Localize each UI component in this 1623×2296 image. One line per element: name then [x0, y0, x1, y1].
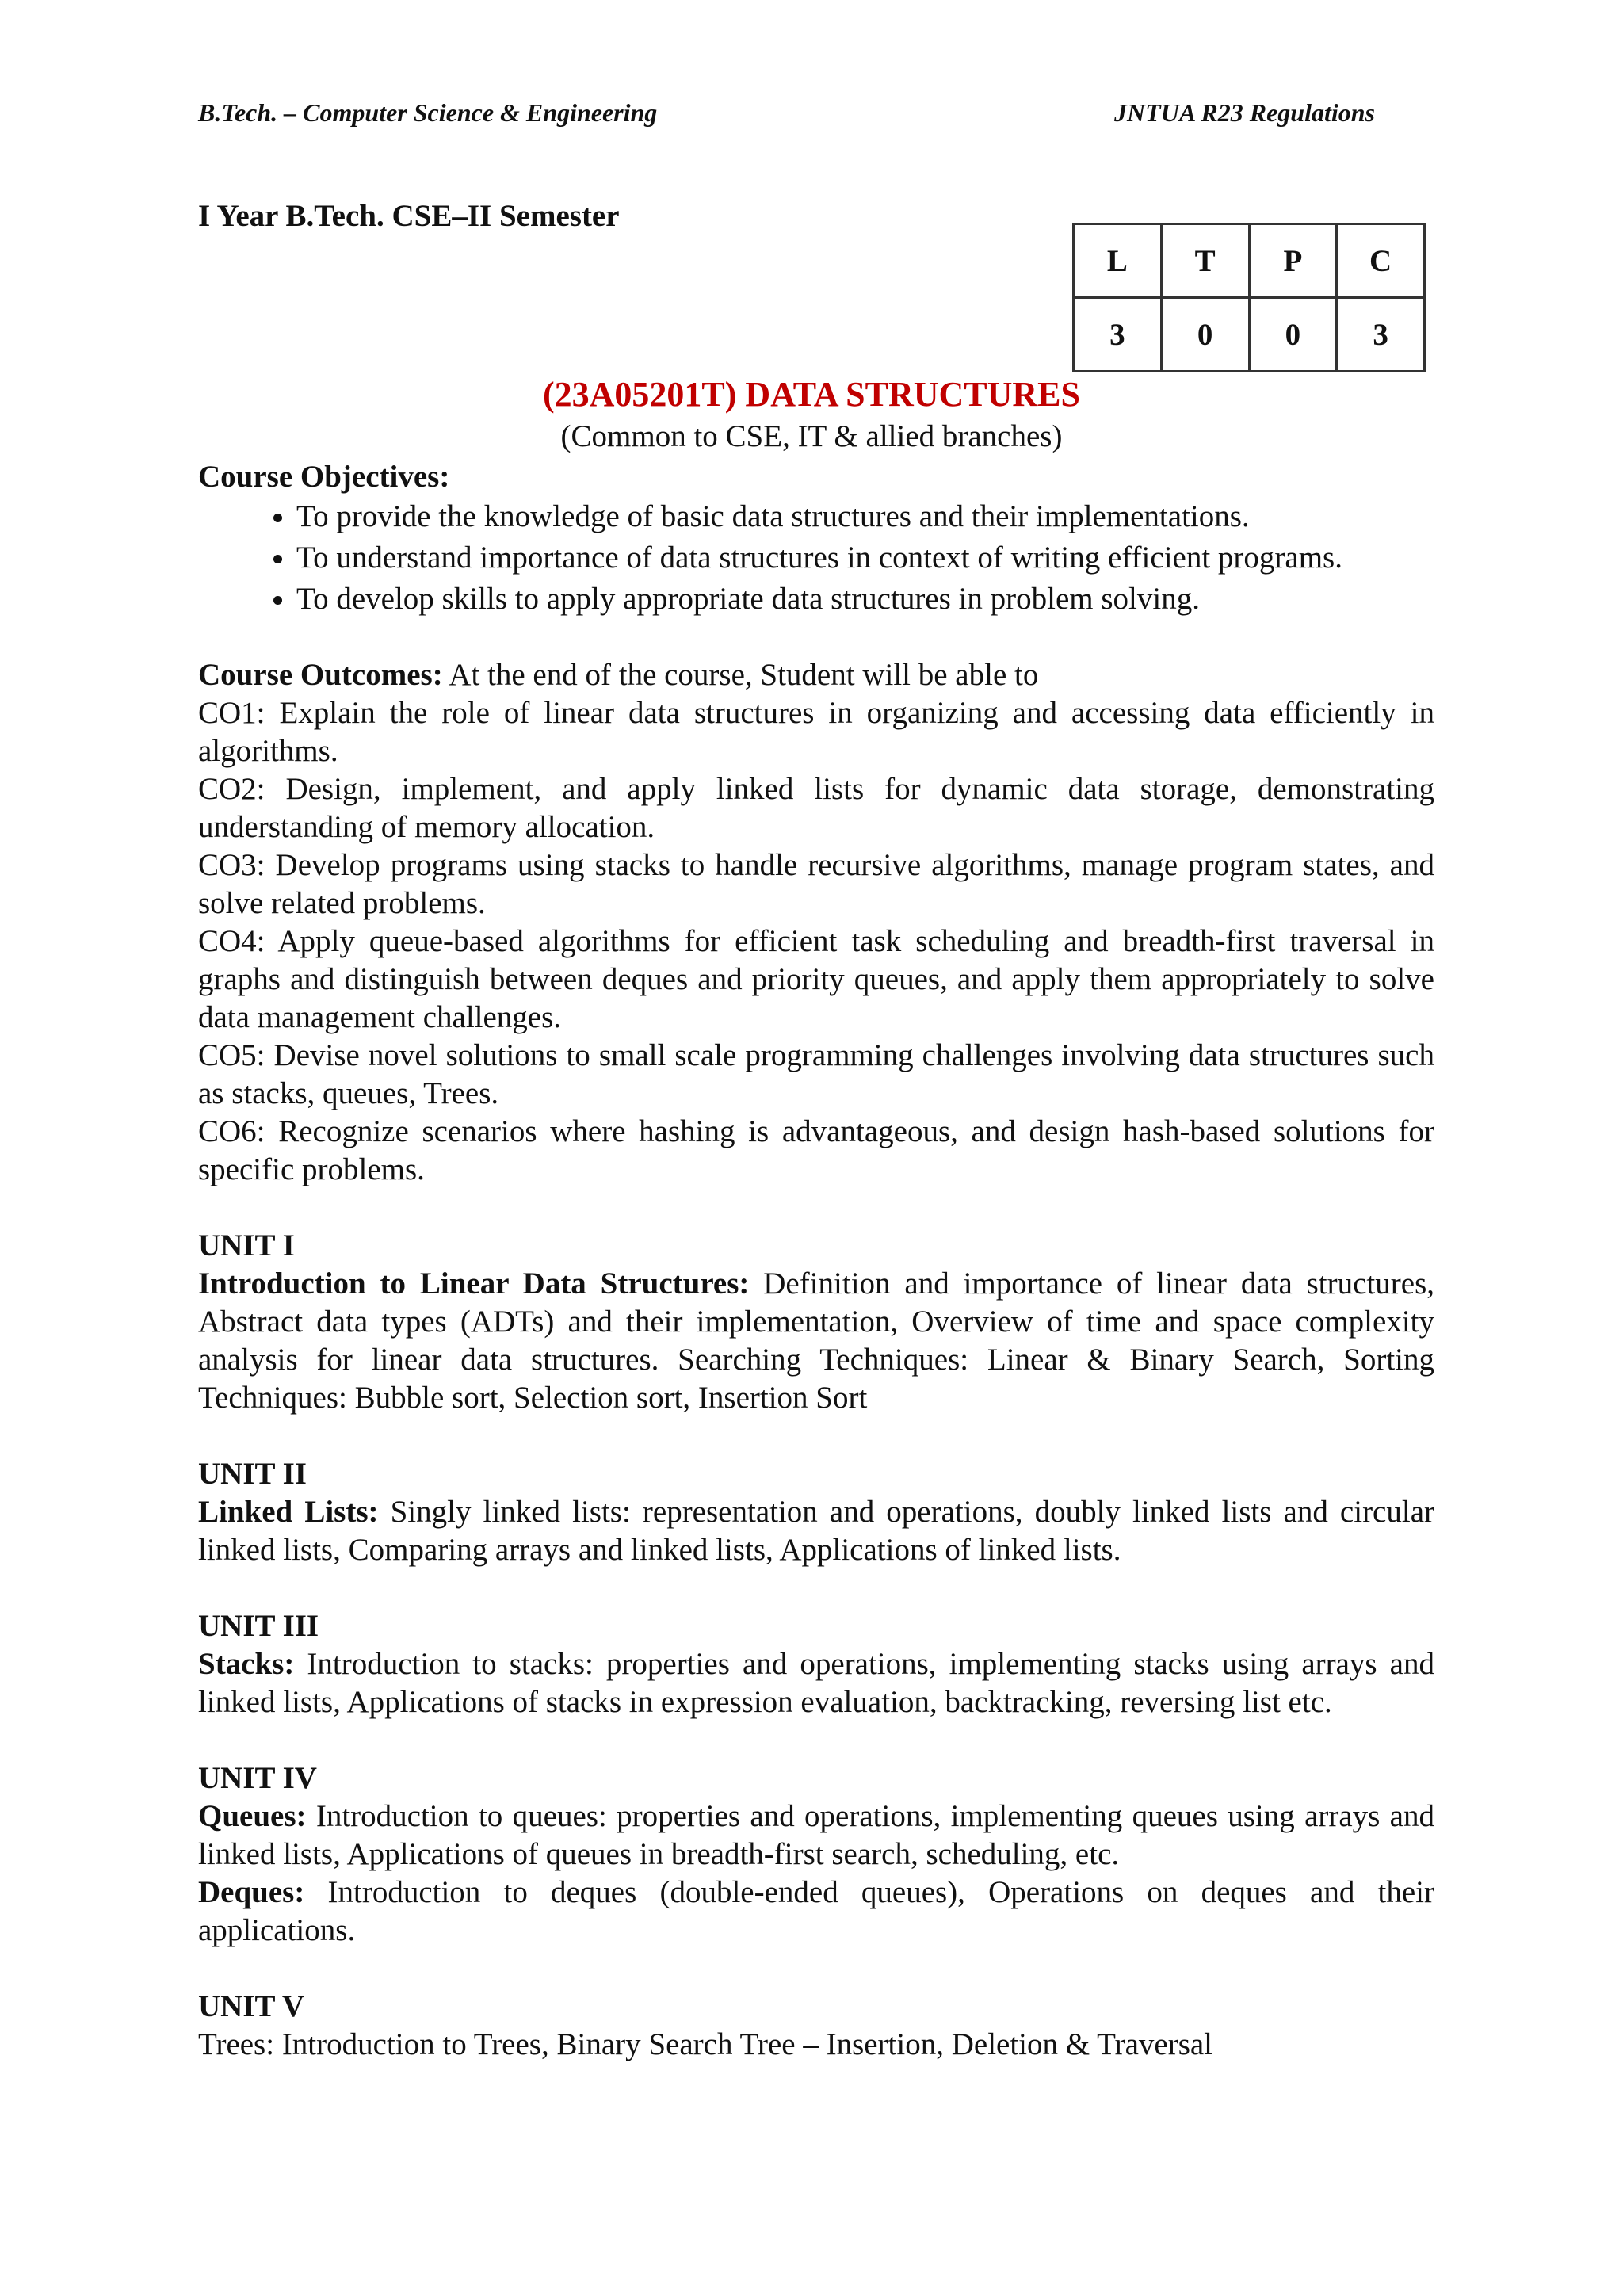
outcome-item: CO6: Recognize scenarios where hashing is advantageous, and design hash-based solutions for specific problems. [198, 1114, 1434, 1186]
outcome-item: CO2: Design, implement, and apply linked lists for dynamic data storage, demonstrating understanding of memory allocation. [198, 772, 1434, 844]
page-header [198, 98, 1375, 128]
unit-description [198, 1265, 1434, 1417]
syllabus-body [198, 458, 1434, 2064]
unit-description [198, 1797, 1434, 1874]
ltpc-value-cell: 3 [1337, 298, 1425, 372]
ltpc-value-cell: 0 [1249, 298, 1337, 372]
unit-text: Introduction to queues: properties and operations, implementing queues using arrays and linked lists, Applications of queues in breadth-first search, scheduling, etc. [198, 1799, 1434, 1871]
unit-title: UNIT III [198, 1609, 319, 1643]
ltpc-header-cell: T [1161, 224, 1249, 298]
unit-lead: Queues: [198, 1799, 307, 1833]
unit-lead: Stacks: [198, 1647, 295, 1681]
outcome-item: CO3: Develop programs using stacks to handle recursive algorithms, manage program states, and solve related problems. [198, 848, 1434, 920]
year-semester-line: I Year B.Tech. CSE–II Semester [198, 199, 620, 233]
course-subtitle: (Common to CSE, IT & allied branches) [560, 419, 1063, 453]
header-program: B.Tech. – Computer Science & Engineering [198, 98, 658, 127]
unit-lead: Deques: [198, 1875, 305, 1909]
ltpc-value-row [1074, 298, 1425, 372]
ltpc-header-cell: P [1249, 224, 1337, 298]
ltpc-value-cell: 3 [1074, 298, 1162, 372]
ltpc-header-row [1074, 224, 1425, 298]
objectives-heading: Course Objectives: [198, 460, 450, 494]
ltpc-header-cell: C [1337, 224, 1425, 298]
unit-text: Introduction to stacks: properties and operations, implementing stacks using arrays and linked lists, Applications of stacks in expression evaluation, backtracking, reversing list etc. [198, 1647, 1434, 1719]
objective-item: • To develop skills to apply appropriate data structures in problem solving. [296, 579, 1434, 620]
unit-lead: Linked Lists: [198, 1495, 379, 1529]
unit-text: Introduction to deques (double-ended queues), Operations on deques and their applications. [198, 1875, 1434, 1947]
unit-title: UNIT II [198, 1457, 307, 1491]
unit-lead: Introduction to Linear Data Structures: [198, 1266, 750, 1301]
unit-text: Singly linked lists: representation and operations, doubly linked lists and circular linked lists, Comparing arrays and linked lists, Applications of linked lists. [198, 1495, 1435, 1567]
unit-title: UNIT I [198, 1228, 295, 1263]
objective-item: • To understand importance of data structures in context of writing efficient programs. [296, 537, 1434, 579]
unit-description [198, 1645, 1434, 1721]
unit-text: Trees: Introduction to Trees, Binary Search Tree – Insertion, Deletion & Traversal [198, 2027, 1213, 2061]
ltpc-header-cell: L [1074, 224, 1162, 298]
header-regulation: JNTUA R23 Regulations [1114, 98, 1375, 127]
objective-item: • To provide the knowledge of basic data structures and their implementations. [296, 496, 1434, 537]
outcome-item: CO5: Devise novel solutions to small scale programming challenges involving data structures such as stacks, queues, Trees. [198, 1038, 1434, 1110]
unit-text: Definition and importance of linear data structures, Abstract data types (ADTs) and their implementation, Overview of time and space complexity analysis for linear data structures. Searching Techniques: Linear & Binary Search, Sorting Techniques: Bubble sort, Selection sort, Insertion Sort [198, 1266, 1434, 1415]
ltpc-value-cell: 0 [1161, 298, 1249, 372]
outcomes-intro: At the end of the course, Student will be able to [442, 658, 1039, 692]
outcome-item: CO4: Apply queue-based algorithms for efficient task scheduling and breadth-first traversal in graphs and distinguish between deques and priority queues, and apply them appropriately to solve data management challenges. [198, 924, 1434, 1034]
ltpc-table [1072, 223, 1426, 372]
course-title: (23A05201T) DATA STRUCTURES [542, 375, 1080, 414]
unit-description [198, 1493, 1434, 1569]
outcomes-intro-line [198, 656, 1434, 694]
unit-title: UNIT IV [198, 1761, 317, 1795]
outcome-item: CO1: Explain the role of linear data structures in organizing and accessing data efficiently in algorithms. [198, 696, 1434, 768]
unit-title: UNIT V [198, 1989, 305, 2023]
outcomes-heading: Course Outcomes: [198, 658, 443, 692]
unit-description [198, 1874, 1434, 1950]
objectives-list [198, 496, 1434, 620]
